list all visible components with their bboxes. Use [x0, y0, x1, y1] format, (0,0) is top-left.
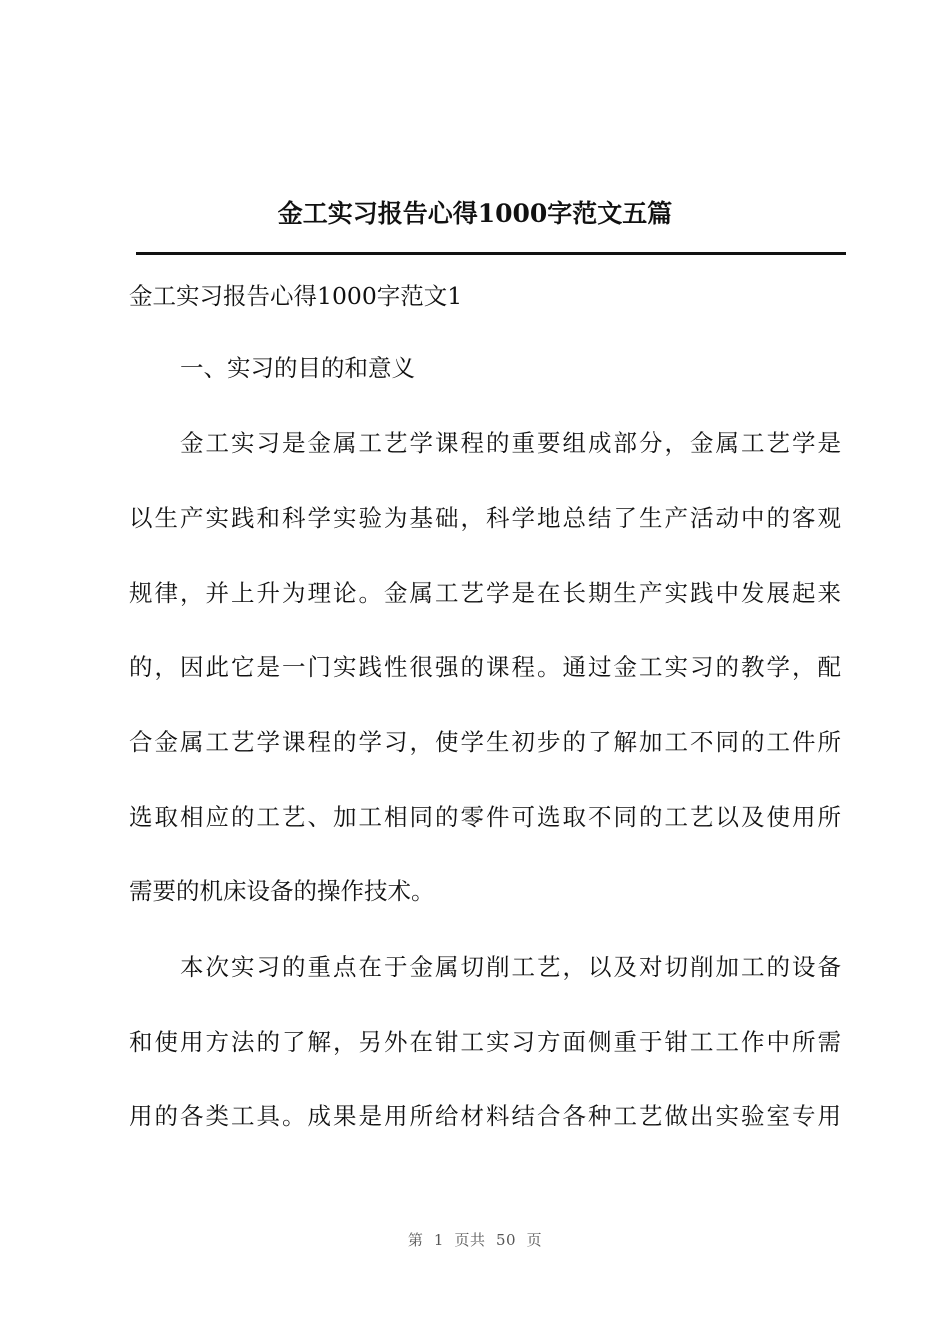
subtitle: 金工实习报告心得1000字范文1	[129, 282, 463, 310]
paragraph-2-line-2: 和使用方法的了解，另外在钳工实习方面侧重于钳工工作中所需	[129, 1028, 841, 1056]
paragraph-1-line-5: 合金属工艺学课程的学习，使学生初步的了解加工不同的工件所	[129, 728, 841, 756]
page-footer: 第 1 页共 50 页	[407, 1231, 543, 1249]
document-title: 金工实习报告心得1000字范文五篇	[277, 199, 673, 228]
paragraph-1-line-2: 以生产实践和科学实验为基础，科学地总结了生产活动中的客观	[129, 504, 841, 532]
paragraph-1-line-6: 选取相应的工艺、加工相同的零件可选取不同的工艺以及使用所	[129, 803, 841, 831]
paragraph-1-line-3: 规律，并上升为理论。金属工艺学是在长期生产实践中发展起来	[129, 579, 841, 607]
paragraph-1-line-4: 的，因此它是一门实践性很强的课程。通过金工实习的教学，配	[129, 653, 841, 681]
paragraph-2-line-1: 本次实习的重点在于金属切削工艺，以及对切削加工的设备	[180, 953, 841, 981]
paragraph-1-line-1: 金工实习是金属工艺学课程的重要组成部分，金属工艺学是	[180, 429, 841, 457]
paragraph-2-line-3: 用的各类工具。成果是用所给材料结合各种工艺做出实验室专用	[129, 1102, 841, 1130]
title-underline	[136, 252, 846, 255]
paragraph-1-line-7: 需要的机床设备的操作技术。	[129, 877, 435, 905]
section-heading: 一、实习的目的和意义	[180, 354, 415, 382]
